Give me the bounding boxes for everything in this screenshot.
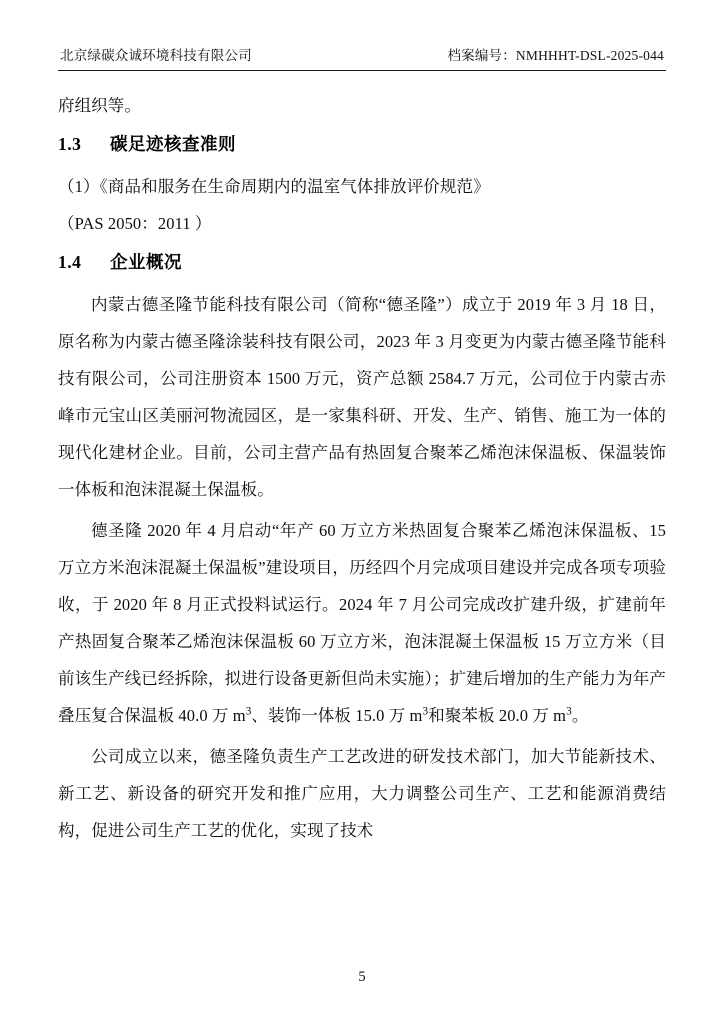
heading-1-4-number: 1.4 bbox=[58, 252, 82, 272]
heading-1-4-title: 企业概况 bbox=[110, 252, 182, 272]
superscript-cubic-3: 3 bbox=[566, 705, 572, 718]
paragraph-project-history-part1: 德圣隆 2020 年 4 月启动“年产 60 万立方米热固复合聚苯乙烯泡沫保温板、15 万立方米泡沫混凝土保温板”建设项目，历经四个月完成项目建设并完成各项专项验收，于 2020 年 8 月正式投料试运行。2024 年 7 月公司完成改扩建升级，扩建前年产热固复合聚苯乙烯泡沫保温板 60 万立方米，泡沫混凝土保温板 15 万立方米（目前该生产线已经拆除，拟进行设备更新但尚未实施）；扩建后增加的生产能力为年产叠压复合保温板 40.0 万 m bbox=[58, 521, 666, 725]
page-footer bbox=[0, 969, 724, 986]
paragraph-project-history-part3: 和聚苯板 20.0 万 m bbox=[428, 706, 567, 725]
continued-paragraph: 府组织等。 bbox=[58, 96, 141, 115]
standard-line-2: （PAS 2050：2011 ） bbox=[58, 214, 212, 233]
paragraph-project-history-part2: 、装饰一体板 15.0 万 m bbox=[251, 706, 423, 725]
document-body bbox=[58, 71, 666, 849]
paragraph-company-overview: 内蒙古德圣隆节能科技有限公司（简称“德圣隆”）成立于 2019 年 3 月 18 日，原名称为内蒙古德圣隆涂装科技有限公司，2023 年 3 月变更为内蒙古德圣隆节能科技有限公司，公司注册资本 1500 万元，资产总额 2584.7 万元，公司位于内蒙古赤峰市元宝山区美丽河物流园区，是一家集科研、开发、生产、销售、施工为一体的现代化建材企业。目前，公司主营产品有热固复合聚苯乙烯泡沫保温板、保温装饰一体板和泡沫混凝土保温板。 bbox=[58, 295, 666, 499]
heading-1-4 bbox=[58, 242, 666, 282]
page-number: 5 bbox=[358, 969, 366, 985]
paragraph-rd-technology: 公司成立以来，德圣隆负责生产工艺改进的研发技术部门，加大节能新技术、新工艺、新设备的研究开发和推广应用，大力调整公司生产、工艺和能源消费结构，促进公司生产工艺的优化，实现了技术 bbox=[58, 747, 666, 840]
paragraph-project-history bbox=[58, 512, 666, 734]
superscript-cubic-2: 3 bbox=[422, 705, 429, 718]
heading-1-3-number: 1.3 bbox=[58, 134, 82, 154]
heading-1-3 bbox=[58, 124, 666, 164]
header-company-name: 北京绿碳众诚环境科技有限公司 bbox=[60, 48, 252, 63]
paragraph-project-history-part4: 。 bbox=[571, 706, 589, 725]
header-archive-number: 档案编号：NMHHHT-DSL-2025-044 bbox=[447, 48, 664, 63]
superscript-cubic-1: 3 bbox=[245, 705, 252, 718]
page-header bbox=[58, 44, 666, 71]
standard-line-1: （1）《商品和服务在生命周期内的温室气体排放评价规范》 bbox=[58, 177, 490, 196]
heading-1-3-title: 碳足迹核查准则 bbox=[110, 134, 236, 154]
